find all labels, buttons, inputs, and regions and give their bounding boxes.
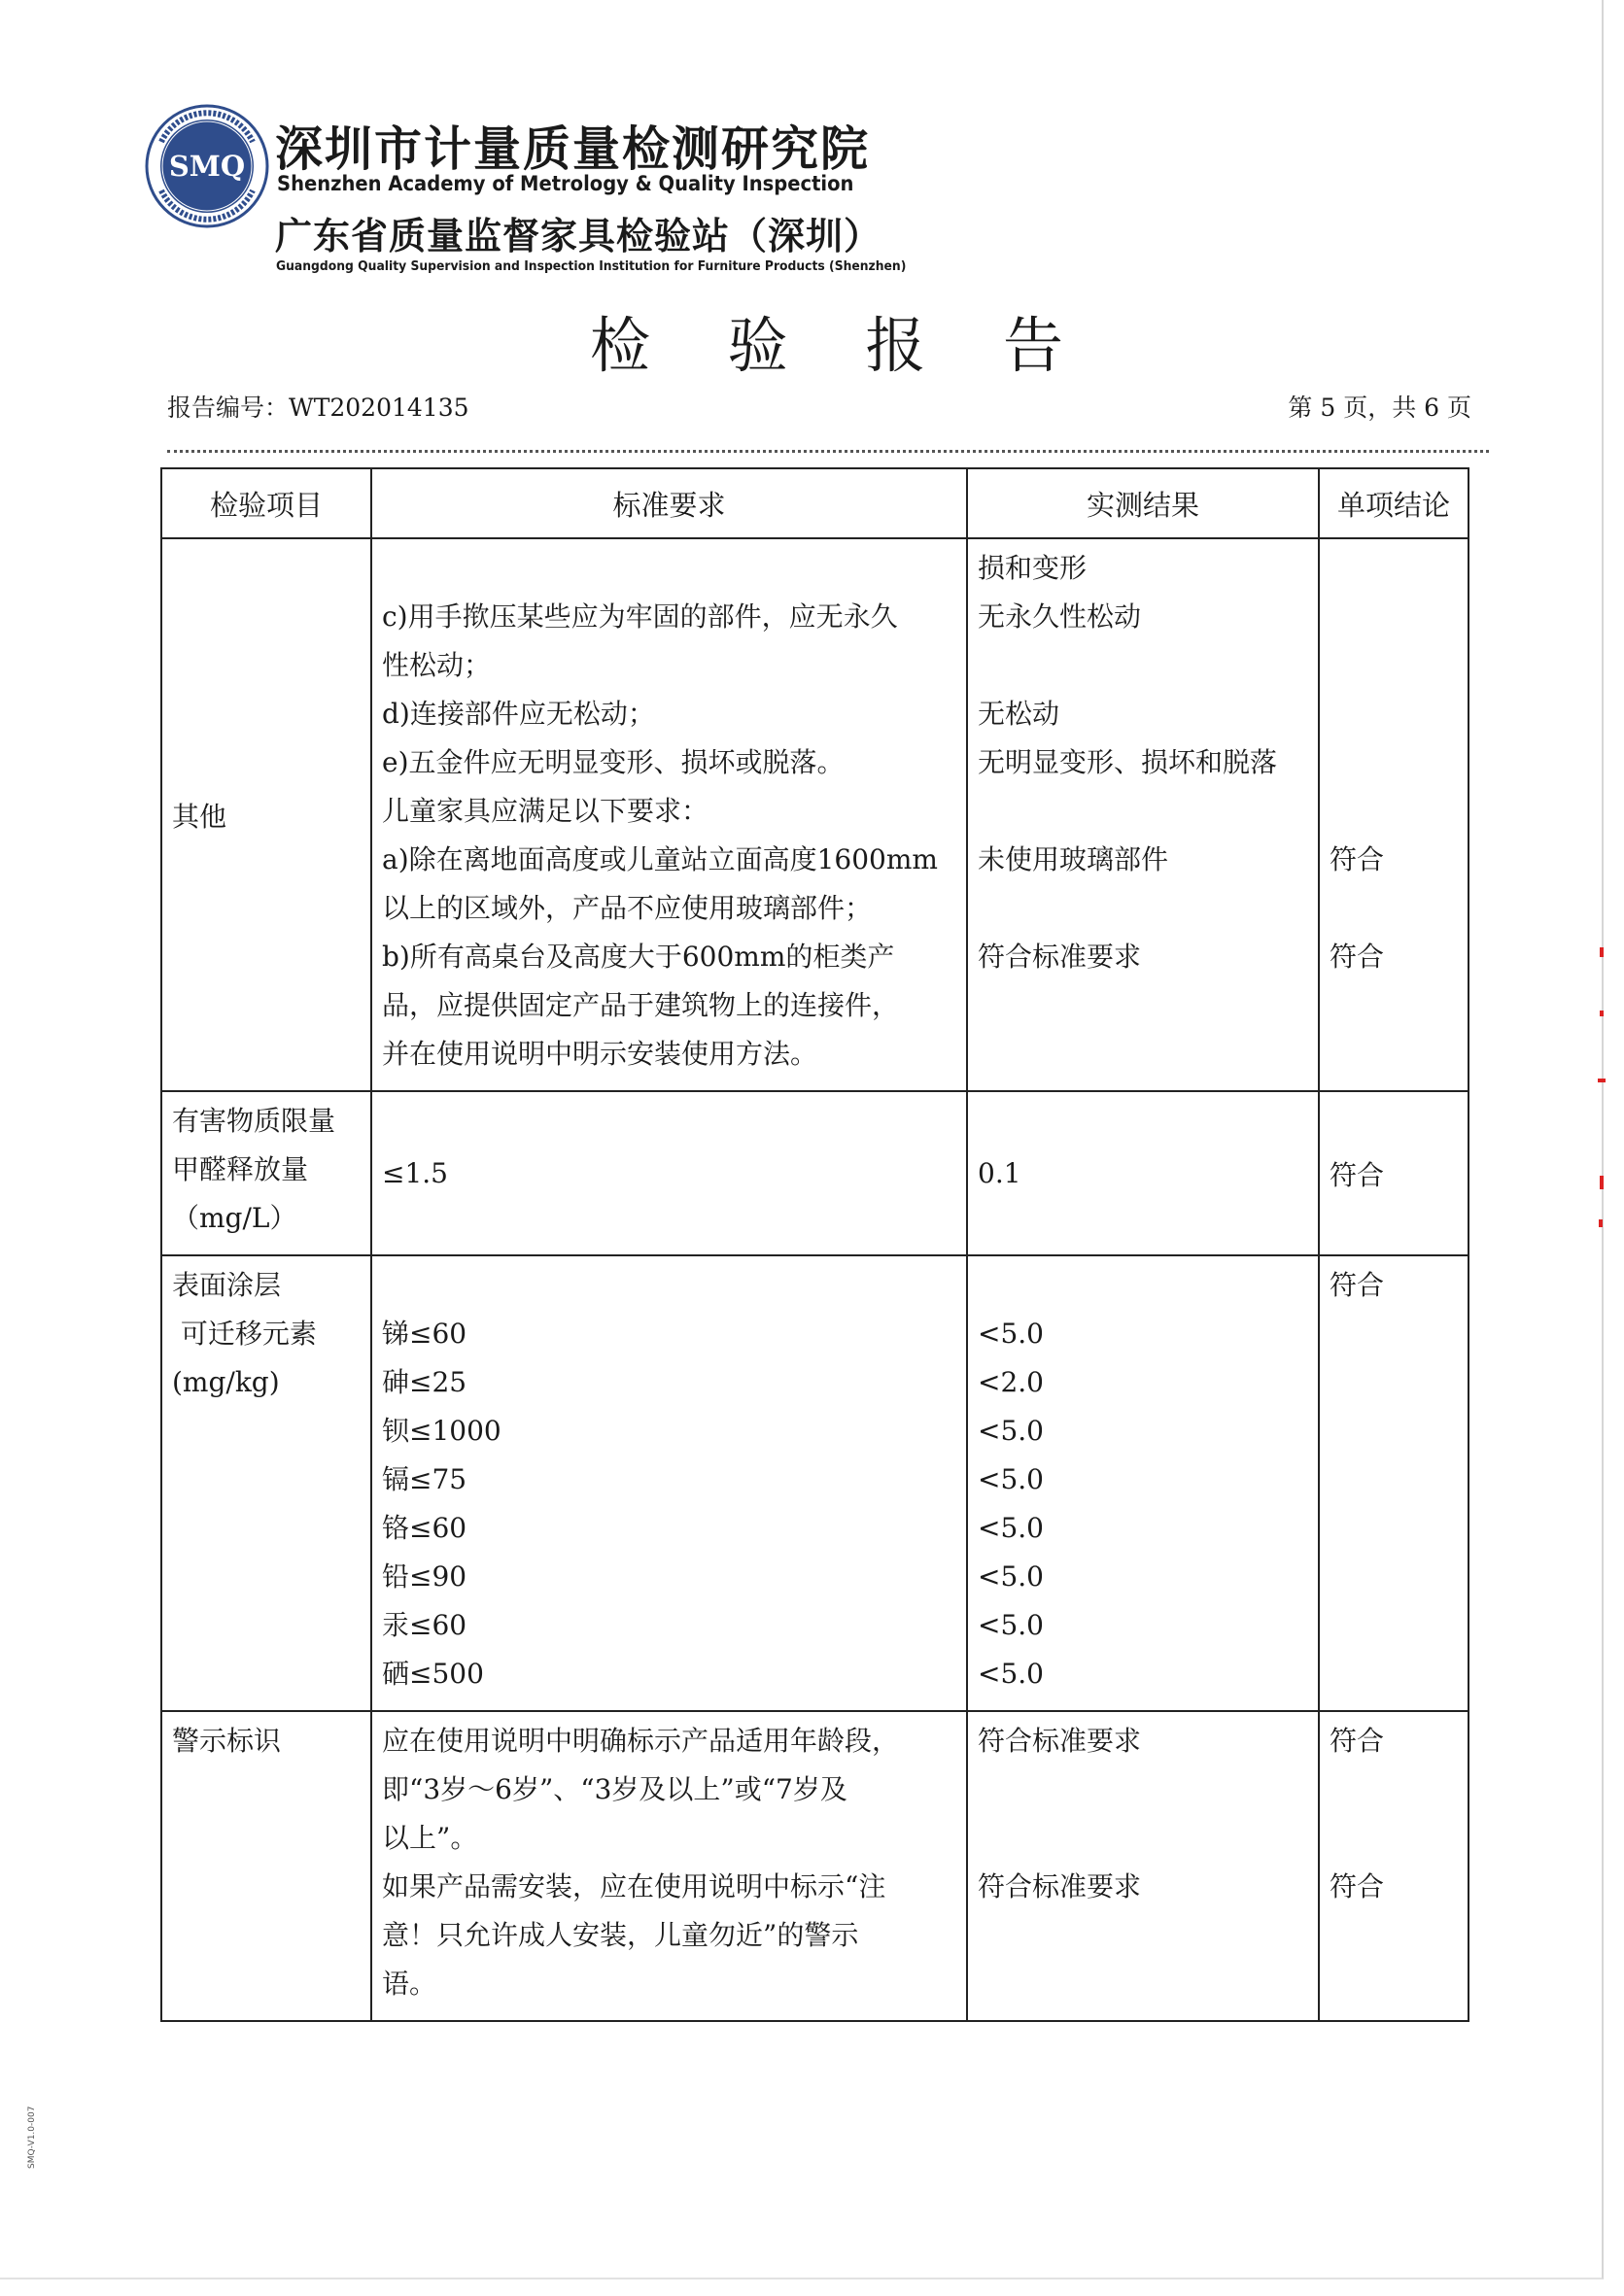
conclusion-line	[1330, 544, 1458, 593]
result-line: 符合标准要求	[978, 1725, 1142, 1757]
conclusion-cell	[1319, 1091, 1469, 1255]
report-title: 检 验 报 告	[589, 310, 1093, 381]
req-line: 意！只允许成人安装，儿童勿近”的警示	[382, 1919, 859, 1951]
conclusion-line	[1330, 593, 1458, 641]
result-line	[978, 1911, 1308, 1960]
conclusion-line	[1330, 1030, 1458, 1079]
smq-logo	[144, 103, 270, 229]
item-cell	[161, 1711, 371, 2021]
req-line: a)除在离地面高度或儿童站立面高度1600mm	[382, 843, 938, 875]
result-line: 符合标准要求	[978, 941, 1142, 973]
conclusion-line: 符合	[1330, 1725, 1385, 1757]
result-line: <5.0	[978, 1609, 1044, 1641]
table-row	[161, 1711, 1469, 2021]
result-line: <5.0	[978, 1415, 1044, 1447]
result-line	[978, 1814, 1308, 1863]
conclusion-cell	[1319, 538, 1469, 1091]
inspection-table	[160, 467, 1469, 2022]
conclusion-line	[1330, 1765, 1458, 1814]
result-line: 损和变形	[978, 552, 1088, 584]
result-line: 未使用玻璃部件	[978, 843, 1169, 875]
header-conclusion: 单项结论	[1319, 468, 1469, 538]
conclusion-line: 符合	[1330, 843, 1385, 875]
header-result: 实测结果	[967, 468, 1319, 538]
seal-edge-mark	[1600, 1011, 1604, 1016]
req-line: 性松动；	[382, 649, 492, 681]
conclusion-line: 符合	[1330, 1870, 1385, 1902]
conclusion-line	[1330, 787, 1458, 836]
requirement-cell	[371, 538, 967, 1091]
conclusion-line	[1330, 1911, 1458, 1960]
req-line: 语。	[382, 1968, 437, 2000]
conclusion-line: 符合	[1330, 1269, 1385, 1301]
result-line: <5.0	[978, 1560, 1044, 1593]
req-line	[382, 1261, 956, 1310]
req-line: 即“3岁～6岁”、“3岁及以上”或“7岁及	[382, 1773, 847, 1805]
seal-edge-mark	[1598, 1079, 1606, 1082]
result-line: 无松动	[978, 698, 1060, 730]
conclusion-line	[1330, 1960, 1458, 2008]
conclusion-line: 符合	[1330, 941, 1385, 973]
station-name-cn: 广东省质量监督家具检验站（深圳）	[275, 215, 882, 257]
result-cell	[967, 1711, 1319, 2021]
req-value: ≤1.5	[382, 1157, 448, 1189]
station-name-en: Guangdong Quality Supervision and Inspection Institution for Furniture Products (Shenzhen)	[276, 259, 907, 274]
letterhead	[144, 97, 1504, 291]
conclusion-value: 符合	[1330, 1158, 1385, 1191]
result-line	[978, 1960, 1308, 2008]
table-row	[161, 1091, 1469, 1255]
seal-edge-mark	[1600, 1176, 1604, 1189]
result-cell	[967, 1255, 1319, 1711]
logo-text: SMQ	[168, 150, 246, 183]
item-line: 有害物质限量	[172, 1105, 336, 1137]
requirement-cell	[371, 1091, 967, 1255]
result-line: <5.0	[978, 1512, 1044, 1544]
req-line: 儿童家具应满足以下要求：	[382, 795, 709, 827]
institute-name-en: Shenzhen Academy of Metrology & Quality Inspection	[277, 172, 854, 195]
header-requirement: 标准要求	[371, 468, 967, 538]
seal-edge-mark	[1599, 1219, 1603, 1227]
conclusion-line	[1330, 884, 1458, 933]
req-line: 锑≤60	[382, 1318, 467, 1350]
requirement-cell	[371, 1255, 967, 1711]
req-line: c)用手揿压某些应为牢固的部件，应无永久	[382, 600, 898, 633]
result-line: <5.0	[978, 1318, 1044, 1350]
result-line	[978, 1261, 1308, 1310]
result-line	[978, 641, 1308, 690]
conclusion-cell	[1319, 1711, 1469, 2021]
req-line: 如果产品需安装，应在使用说明中标示“注	[382, 1870, 886, 1902]
result-line: 无明显变形、损坏和脱落	[978, 746, 1278, 778]
req-line	[382, 544, 956, 593]
divider	[167, 450, 1489, 453]
institute-name-cn: 深圳市计量质量检测研究院	[275, 121, 871, 177]
result-cell	[967, 538, 1319, 1091]
req-line: 硒≤500	[382, 1658, 484, 1690]
conclusion-cell	[1319, 1255, 1469, 1711]
req-line: 以上的区域外，产品不应使用玻璃部件；	[382, 892, 873, 924]
req-line: e)五金件应无明显变形、损坏或脱落。	[382, 746, 845, 778]
result-line	[978, 1765, 1308, 1814]
item-line: （mg/L）	[172, 1202, 297, 1234]
req-line: b)所有高桌台及高度大于600mm的柜类产	[382, 941, 895, 973]
conclusion-line	[1330, 981, 1458, 1030]
item-line: 警示标识	[172, 1725, 282, 1757]
header-item: 检验项目	[161, 468, 371, 538]
req-line: 镉≤75	[382, 1463, 467, 1495]
result-line: <5.0	[978, 1658, 1044, 1690]
req-line: 汞≤60	[382, 1609, 467, 1641]
item-cell	[161, 1255, 371, 1711]
result-value: 0.1	[978, 1157, 1021, 1189]
item-line: 可迁移元素	[172, 1318, 317, 1350]
form-code: SMQ-V1.0-007	[27, 2106, 37, 2169]
result-cell	[967, 1091, 1319, 1255]
req-line: 以上”。	[382, 1822, 478, 1854]
result-line	[978, 1030, 1308, 1079]
item-line: 表面涂层	[172, 1269, 282, 1301]
conclusion-line	[1330, 738, 1458, 787]
item-line: (mg/kg)	[172, 1366, 280, 1398]
result-line	[978, 787, 1308, 836]
page-number: 第 5 页，共 6 页	[1288, 394, 1471, 422]
req-line: d)连接部件应无松动；	[382, 698, 655, 730]
req-line: 钡≤1000	[382, 1415, 501, 1447]
table-row	[161, 1255, 1469, 1711]
req-line: 铅≤90	[382, 1560, 467, 1593]
conclusion-line	[1330, 690, 1458, 738]
result-line	[978, 981, 1308, 1030]
seal-edge-mark	[1600, 947, 1604, 957]
requirement-cell	[371, 1711, 967, 2021]
req-line: 铬≤60	[382, 1512, 467, 1544]
table-row	[161, 538, 1469, 1091]
conclusion-line	[1330, 641, 1458, 690]
result-line: 符合标准要求	[978, 1870, 1142, 1902]
result-line: <2.0	[978, 1366, 1044, 1398]
result-line: <5.0	[978, 1463, 1044, 1495]
item-cell	[161, 538, 371, 1091]
table-header-row	[161, 468, 1469, 538]
item-cell	[161, 1091, 371, 1255]
req-line: 应在使用说明中明确标示产品适用年龄段，	[382, 1725, 900, 1757]
result-line: 无永久性松动	[978, 600, 1142, 633]
result-line	[978, 884, 1308, 933]
item-line: 甲醛释放量	[172, 1153, 309, 1185]
req-line: 砷≤25	[382, 1366, 467, 1398]
conclusion-line	[1330, 1814, 1458, 1863]
req-line: 品，应提供固定产品于建筑物上的连接件，	[382, 989, 900, 1021]
report-number: 报告编号：WT202014135	[167, 394, 469, 422]
req-line: 并在使用说明中明示安装使用方法。	[382, 1038, 818, 1070]
item-label: 其他	[172, 800, 227, 833]
